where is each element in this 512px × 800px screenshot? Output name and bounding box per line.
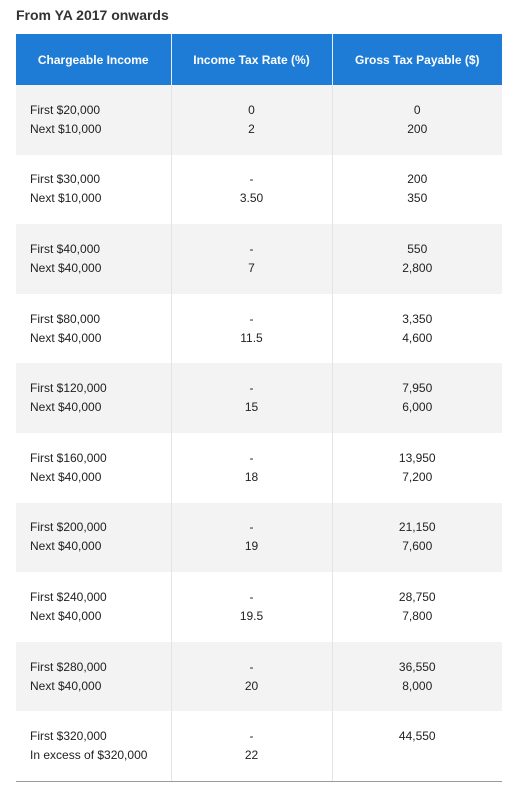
- cell-line-second: Next $10,000: [30, 191, 102, 206]
- cell-line-first: 7,950: [402, 381, 433, 396]
- cell-line-first: 550: [407, 241, 428, 256]
- cell-line-second: Next $40,000: [30, 608, 102, 623]
- cell-line-first: 200: [407, 172, 428, 187]
- cell-line-first: First $20,000: [30, 102, 101, 117]
- gross-tax-payable-cell: [332, 711, 502, 781]
- table-row: [16, 363, 502, 433]
- cell-line-second: Next $40,000: [30, 539, 102, 554]
- gross-tax-payable-cell: [332, 433, 502, 503]
- gross-tax-payable-cell: [332, 294, 502, 364]
- cell-line-first: -: [249, 520, 254, 535]
- chargeable-income-cell: [16, 294, 171, 364]
- income-tax-rate-cell: [171, 433, 332, 503]
- cell-line-second: 20: [244, 678, 259, 693]
- table-row: [16, 224, 502, 294]
- cell-line-first: -: [249, 311, 254, 326]
- cell-line-first: First $80,000: [30, 311, 101, 326]
- cell-line-first: 3,350: [402, 311, 433, 326]
- income-tax-rate-cell: [171, 294, 332, 364]
- chargeable-income-cell: [16, 224, 171, 294]
- cell-line-first: First $240,000: [30, 589, 107, 604]
- cell-line-first: -: [249, 241, 254, 256]
- cell-line-second: 3.50: [239, 191, 264, 206]
- income-tax-rate-cell: [171, 503, 332, 573]
- cell-line-first: -: [249, 589, 254, 604]
- income-tax-rate-cell: [171, 85, 332, 155]
- cell-line-second: 19.5: [239, 608, 264, 623]
- cell-line-first: 44,550: [398, 729, 436, 744]
- income-tax-rate-cell: [171, 363, 332, 433]
- table-row: [16, 503, 502, 573]
- cell-line-second: [333, 746, 503, 765]
- cell-line-second: 7: [248, 260, 255, 275]
- cell-line-first: First $40,000: [30, 241, 101, 256]
- cell-line-first: 21,150: [398, 520, 436, 535]
- table-row: [16, 572, 502, 642]
- table-row: [16, 155, 502, 225]
- cell-line-second: 2,800: [402, 260, 433, 275]
- cell-line-first: First $120,000: [30, 381, 107, 396]
- gross-tax-payable-cell: [332, 503, 502, 573]
- cell-line-second: Next $40,000: [30, 260, 102, 275]
- cell-line-second: 4,600: [402, 330, 433, 345]
- cell-line-first: 0: [413, 102, 421, 117]
- cell-line-first: 0: [248, 102, 255, 117]
- income-tax-rate-cell: [171, 224, 332, 294]
- cell-line-first: First $320,000: [30, 729, 107, 744]
- cell-line-second: 11.5: [240, 330, 263, 345]
- table-row: [16, 294, 502, 364]
- cell-line-second: 7,800: [402, 608, 433, 623]
- header-gross-tax-payable: Gross Tax Payable ($): [332, 34, 502, 85]
- cell-line-first: First $280,000: [30, 659, 107, 674]
- cell-line-second: Next $40,000: [30, 469, 102, 484]
- cell-line-second: 350: [407, 191, 428, 206]
- gross-tax-payable-cell: [332, 224, 502, 294]
- tax-rate-table: [16, 34, 502, 782]
- cell-line-second: In excess of $320,000: [30, 748, 148, 763]
- cell-line-first: First $160,000: [30, 450, 107, 465]
- cell-line-second: Next $40,000: [30, 400, 102, 415]
- chargeable-income-cell: [16, 572, 171, 642]
- cell-line-second: 18: [244, 469, 259, 484]
- cell-line-second: Next $40,000: [30, 678, 102, 693]
- income-tax-rate-cell: [171, 711, 332, 781]
- chargeable-income-cell: [16, 433, 171, 503]
- cell-line-first: First $200,000: [30, 520, 107, 535]
- page-title: From YA 2017 onwards: [16, 7, 169, 23]
- gross-tax-payable-cell: [332, 155, 502, 225]
- gross-tax-payable-cell: [332, 572, 502, 642]
- table-row: [16, 711, 502, 781]
- cell-line-second: Next $10,000: [30, 121, 102, 136]
- table-row: [16, 433, 502, 503]
- cell-line-first: 36,550: [398, 659, 436, 674]
- table-row: [16, 85, 502, 155]
- cell-line-second: 2: [248, 121, 255, 136]
- chargeable-income-cell: [16, 155, 171, 225]
- chargeable-income-cell: [16, 363, 171, 433]
- header-income-tax-rate: Income Tax Rate (%): [171, 34, 332, 85]
- gross-tax-payable-cell: [332, 642, 502, 712]
- chargeable-income-cell: [16, 503, 171, 573]
- cell-line-first: -: [249, 381, 254, 396]
- table-row: [16, 642, 502, 712]
- cell-line-second: 7,200: [402, 469, 433, 484]
- cell-line-first: -: [249, 659, 254, 674]
- chargeable-income-cell: [16, 642, 171, 712]
- cell-line-second: 6,000: [402, 400, 433, 415]
- income-tax-rate-cell: [171, 155, 332, 225]
- cell-line-second: 7,600: [402, 539, 433, 554]
- cell-line-first: -: [249, 729, 254, 744]
- cell-line-first: -: [249, 172, 254, 187]
- chargeable-income-cell: [16, 85, 171, 155]
- gross-tax-payable-cell: [332, 85, 502, 155]
- header-chargeable-income: Chargeable Income: [16, 34, 171, 85]
- gross-tax-payable-cell: [332, 363, 502, 433]
- cell-line-first: 13,950: [398, 450, 436, 465]
- cell-line-second: 19: [244, 539, 259, 554]
- chargeable-income-cell: [16, 711, 171, 781]
- cell-line-first: 28,750: [398, 589, 436, 604]
- cell-line-second: 15: [244, 400, 259, 415]
- cell-line-second: Next $40,000: [30, 330, 102, 345]
- cell-line-second: 8,000: [402, 678, 433, 693]
- cell-line-first: -: [249, 450, 254, 465]
- table-header-row: [16, 34, 502, 85]
- income-tax-rate-cell: [171, 642, 332, 712]
- cell-line-second: 22: [244, 748, 259, 763]
- income-tax-rate-cell: [171, 572, 332, 642]
- cell-line-second: 200: [407, 121, 428, 136]
- cell-line-first: First $30,000: [30, 172, 101, 187]
